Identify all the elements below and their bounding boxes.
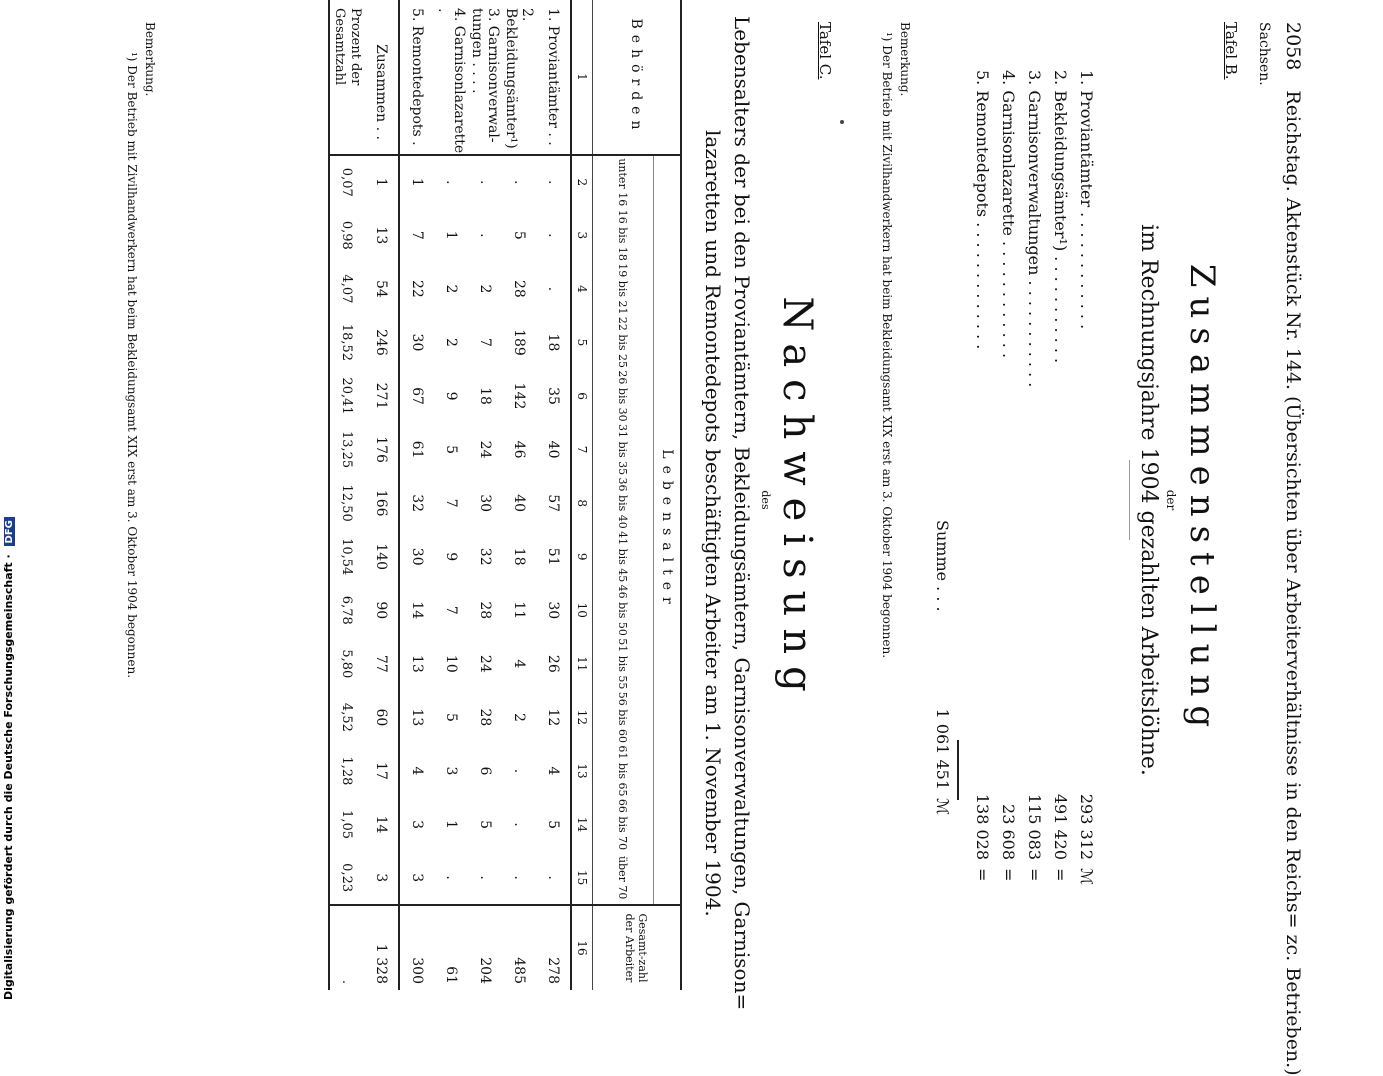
tafel-b-footnote: ¹) Der Betrieb mit Zivilhandwerkern hat beim Bekleidungsamt XIX erst am 3. Oktober 1904 begonnen. xyxy=(880,32,894,659)
column-number-row xyxy=(571,0,593,990)
wage-sum-value: 1 061 451 xyxy=(933,708,952,790)
column-number: 4 xyxy=(571,262,593,316)
age-count-cell: 40 xyxy=(545,440,561,459)
age-count-cell: 4,07 xyxy=(329,262,364,316)
wage-sum xyxy=(933,520,952,816)
age-group-header: 41 bis 45 xyxy=(616,531,630,583)
age-count-cell: 57 xyxy=(545,494,561,513)
row-label: 5. Remontedepots . xyxy=(399,0,434,155)
column-number: 7 xyxy=(571,423,593,477)
age-count-cell: 2 xyxy=(511,712,527,722)
wage-sum-label: Summe . . . xyxy=(933,520,952,612)
total-cell: 300 xyxy=(399,905,434,990)
age-count-cell: 9 xyxy=(443,391,459,401)
age-count-cell: 1,05 xyxy=(329,798,364,852)
age-count-cell: 54 xyxy=(364,262,399,316)
age-count-cell: 46 xyxy=(511,440,527,459)
age-group-header: 46 bis 50 xyxy=(616,584,630,636)
age-group-header: 36 bis 40 xyxy=(616,477,630,529)
tafel-c-label: Tafel C. xyxy=(816,22,834,80)
age-group-header: 56 bis 60 xyxy=(616,691,630,743)
running-head-text: Reichstag. Aktenstück Nr. 144. (Übersichten über Arbeiterverhältnisse in den Reichs= zc. Betrieben.) xyxy=(1282,90,1304,1076)
state-label: Sachsen. xyxy=(1256,22,1272,86)
age-group-header: 61 bis 65 xyxy=(616,745,630,797)
age-count-cell: 4 xyxy=(545,766,561,776)
header-gesamtzahl: Gesamt-zahl der Arbeiter xyxy=(593,905,682,990)
age-count-cell: 176 xyxy=(364,423,399,477)
age-count-cell: 7 xyxy=(477,338,493,347)
age-group-header: 31 bis 35 xyxy=(616,423,630,476)
age-count-cell: 5,80 xyxy=(329,637,364,691)
tafel-c-des: des xyxy=(759,490,772,510)
dfg-logo: DFG xyxy=(4,517,15,546)
age-count-cell: 7 xyxy=(409,230,425,240)
age-count-cell: 90 xyxy=(364,584,399,638)
age-count-cell: 24 xyxy=(477,654,493,673)
total-row xyxy=(364,0,399,990)
column-number: 11 xyxy=(571,637,593,691)
age-group-header: über 70 xyxy=(616,855,630,900)
age-count-cell: 6 xyxy=(477,766,493,776)
age-count-cell: 10 xyxy=(443,654,459,673)
age-count-cell: 12 xyxy=(545,708,561,727)
table-row xyxy=(399,0,434,990)
age-count-cell: 5 xyxy=(443,445,459,455)
age-count-cell: 189 xyxy=(511,329,527,356)
age-group-header: 26 bis 30 xyxy=(616,370,630,422)
age-count-cell: 13 xyxy=(364,209,399,263)
age-count-cell: 22 xyxy=(409,279,425,298)
age-count-cell: . xyxy=(443,875,459,880)
table-row xyxy=(434,0,468,990)
wage-row xyxy=(1025,70,1044,882)
page-number: 2058 xyxy=(1282,22,1304,71)
age-count-cell: 32 xyxy=(409,494,425,513)
row-label: 2. Bekleidungsämter¹) xyxy=(502,0,536,155)
age-count-cell: 30 xyxy=(409,333,425,352)
age-count-cell: 30 xyxy=(477,494,493,513)
tafel-b-der: der xyxy=(1164,489,1178,511)
age-count-cell: 0,98 xyxy=(329,209,364,263)
age-count-cell: 5 xyxy=(477,820,493,829)
wage-row xyxy=(999,70,1018,882)
age-count-cell: 61 xyxy=(409,440,425,459)
age-count-cell: 5 xyxy=(443,712,459,722)
wage-row-value: 138 028 xyxy=(973,793,992,860)
age-count-cell: . xyxy=(443,180,459,185)
digitization-credit xyxy=(2,517,15,1000)
age-count-cell: 2 xyxy=(443,284,459,294)
percent-row xyxy=(329,0,364,990)
age-count-cell: 7 xyxy=(443,605,459,615)
total-cell: 204 xyxy=(468,905,502,990)
wage-row-unit: ℳ xyxy=(1077,868,1096,886)
age-count-cell: 271 xyxy=(364,369,399,423)
age-count-cell: 1 xyxy=(364,155,399,209)
age-count-cell: 11 xyxy=(511,601,527,620)
table-row xyxy=(468,0,502,990)
tafel-c-subtitle-line2: lazaretten und Remontedepots beschäftigten Arbeiter am 1. November 1904. xyxy=(701,130,725,917)
row-label: 4. Garnisonlazarette . xyxy=(434,0,468,155)
age-count-cell: 51 xyxy=(545,547,561,566)
age-count-cell: 10,54 xyxy=(329,530,364,584)
age-count-cell: 9 xyxy=(443,552,459,562)
running-head xyxy=(1282,22,1304,1076)
tafel-b-subtitle: im Rechnungsjahre 1904 gezahlten Arbeitslöhne. xyxy=(1136,224,1161,776)
wage-row-unit: = xyxy=(999,868,1018,882)
column-number: 15 xyxy=(571,851,593,905)
sum-rule xyxy=(957,740,959,800)
total-cell: 61 xyxy=(434,905,468,990)
age-count-cell: 3 xyxy=(443,766,459,776)
wage-row-value: 115 083 xyxy=(1025,793,1044,860)
age-count-cell: 3 xyxy=(409,873,425,883)
age-count-cell: 32 xyxy=(477,547,493,566)
wage-row-unit: = xyxy=(1051,868,1070,882)
scan-speck xyxy=(840,120,844,124)
total-cell: . xyxy=(329,905,364,990)
wage-sum-unit: ℳ xyxy=(933,798,952,816)
age-count-cell: 5 xyxy=(545,820,561,829)
age-group-header: 51 bis 55 xyxy=(616,638,630,690)
column-number: 1 xyxy=(571,0,593,155)
age-count-cell: . xyxy=(545,286,561,292)
wage-row xyxy=(1051,70,1070,882)
age-count-cell: 140 xyxy=(364,530,399,584)
header-lebensalter: Lebensalter xyxy=(654,155,682,905)
table-row xyxy=(502,0,536,990)
column-number: 5 xyxy=(571,316,593,370)
column-number: 13 xyxy=(571,744,593,798)
wage-row-label: 5. Remontedepots . . . . . . . . . . . . . xyxy=(973,70,992,350)
age-count-cell: 14 xyxy=(409,601,425,620)
age-count-cell: . xyxy=(545,875,561,880)
age-count-cell: . xyxy=(511,180,527,185)
total-cell: 1 328 xyxy=(364,905,399,990)
age-count-cell: 3 xyxy=(409,820,425,829)
age-count-cell: 24 xyxy=(477,440,493,459)
wage-row-unit: = xyxy=(1025,868,1044,882)
age-group-header: 19 bis 21 xyxy=(616,263,630,315)
column-number: 14 xyxy=(571,798,593,852)
age-count-cell: 166 xyxy=(364,476,399,530)
age-count-cell: 28 xyxy=(511,279,527,298)
wage-row-value: 293 312 xyxy=(1077,793,1096,860)
wage-row-label: 2. Bekleidungsämter¹) . . . . . . . . . . . xyxy=(1051,70,1070,364)
column-number: 6 xyxy=(571,369,593,423)
age-group-header: 16 bis 18 xyxy=(616,209,630,261)
age-count-cell: 4 xyxy=(511,659,527,669)
column-number: 12 xyxy=(571,691,593,745)
age-count-cell: 30 xyxy=(545,601,561,620)
age-count-cell: 18 xyxy=(477,387,493,405)
table-body xyxy=(329,0,571,990)
rotated-document-page xyxy=(12,0,1312,1076)
tafel-c-title: Nachweisung xyxy=(774,296,820,704)
age-count-cell: 13 xyxy=(409,654,425,673)
age-count-cell: 14 xyxy=(364,798,399,852)
column-number: 10 xyxy=(571,584,593,638)
age-count-cell: 18 xyxy=(545,333,561,352)
age-count-cell: . xyxy=(477,180,493,185)
tafel-c-bemerkung: Bemerkung. xyxy=(143,22,157,97)
tafel-b-bemerkung: Bemerkung. xyxy=(898,22,912,97)
title-rule xyxy=(1129,460,1130,540)
wage-row-label: 3. Garnisonverwaltungen . . . . . . . . . . . xyxy=(1025,70,1044,388)
age-count-cell: 2 xyxy=(443,338,459,347)
age-count-cell: 12,50 xyxy=(329,476,364,530)
age-count-cell: 13,25 xyxy=(329,423,364,477)
age-count-cell: 77 xyxy=(364,637,399,691)
age-count-cell: 40 xyxy=(511,494,527,513)
tafel-b-label: Tafel B. xyxy=(1222,22,1240,80)
wage-row xyxy=(973,70,992,882)
column-number: 9 xyxy=(571,530,593,584)
age-count-cell: 2 xyxy=(477,284,493,294)
age-count-cell: 60 xyxy=(364,691,399,745)
age-count-cell: 18,52 xyxy=(329,316,364,370)
age-count-cell: 28 xyxy=(477,708,493,727)
age-count-cell: 1 xyxy=(443,820,459,829)
age-count-cell: 4 xyxy=(409,766,425,776)
age-count-cell: 1,28 xyxy=(329,744,364,798)
age-group-header: 66 bis 70 xyxy=(616,798,630,851)
age-count-cell: 4,52 xyxy=(329,691,364,745)
total-cell: 485 xyxy=(502,905,536,990)
age-count-cell: 30 xyxy=(409,547,425,566)
age-count-cell: 1 xyxy=(443,230,459,240)
column-number: 8 xyxy=(571,476,593,530)
wage-row-value: 491 420 xyxy=(1051,793,1070,860)
row-label: 1. Proviantämter . . xyxy=(536,0,571,155)
age-count-cell: 17 xyxy=(364,744,399,798)
age-count-cell: 1 xyxy=(409,177,425,187)
column-number: 3 xyxy=(571,209,593,263)
table-header-row xyxy=(654,0,682,990)
age-count-cell: 20,41 xyxy=(329,369,364,423)
age-count-cell: . xyxy=(511,822,527,827)
age-count-cell: 26 xyxy=(545,654,561,673)
age-count-cell: 67 xyxy=(409,387,425,405)
age-count-cell: 6,78 xyxy=(329,584,364,638)
table-row xyxy=(536,0,571,990)
row-label: Prozent der Gesamtzahl xyxy=(329,0,364,155)
age-count-cell: 13 xyxy=(409,708,425,727)
age-count-cell: 3 xyxy=(364,851,399,905)
age-count-cell: 5 xyxy=(511,230,527,240)
row-label: Zusammen . . xyxy=(364,0,399,155)
tafel-c-footnote: ¹) Der Betrieb mit Zivilhandwerkern hat beim Bekleidungsamt XIX erst am 3. Oktober 1904 begonnen. xyxy=(125,52,139,679)
wage-row-label: 4. Garnisonlazarette . . . . . . . . . . . . xyxy=(999,70,1018,359)
age-count-cell: . xyxy=(511,768,527,774)
age-count-cell: 142 xyxy=(511,382,527,410)
age-count-cell: 0,07 xyxy=(329,155,364,209)
age-count-cell: 35 xyxy=(545,387,561,405)
age-count-cell: . xyxy=(545,233,561,238)
header-behoerden: Behörden xyxy=(593,0,682,155)
age-group-header: unter 16 xyxy=(616,158,630,207)
age-count-cell: 28 xyxy=(477,601,493,620)
total-cell: 278 xyxy=(536,905,571,990)
age-group-header: 22 bis 25 xyxy=(616,316,630,369)
age-count-cell: 7 xyxy=(443,498,459,508)
tafel-b-title: Zusammenstellung xyxy=(1182,263,1222,737)
column-number: 16 xyxy=(571,905,593,990)
age-count-cell: . xyxy=(545,180,561,185)
age-count-cell: . xyxy=(477,233,493,238)
tafel-c-subtitle-line1: Lebensalters der bei den Proviantämtern, Bekleidungsämtern, Garnisonverwaltungen, Garnison= xyxy=(730,16,754,1011)
age-count-cell: . xyxy=(477,875,493,880)
age-distribution-table xyxy=(328,0,682,990)
age-count-cell: 0,23 xyxy=(329,851,364,905)
age-count-cell: 18 xyxy=(511,547,527,566)
wage-row-unit: = xyxy=(973,868,992,882)
wage-row-label: 1. Proviantämter . . . . . . . . . . . . xyxy=(1077,70,1096,330)
wage-row xyxy=(1077,70,1096,886)
age-count-cell: 246 xyxy=(364,316,399,370)
row-label: 3. Garnisonverwal-tungen . . . . xyxy=(468,0,502,155)
column-number: 2 xyxy=(571,155,593,209)
credit-text: Digitalisierung gefördert durch die Deutsche Forschungsgemeinschaft · xyxy=(2,554,15,1000)
age-count-cell: . xyxy=(511,875,527,880)
wage-row-value: 23 608 xyxy=(999,804,1018,860)
